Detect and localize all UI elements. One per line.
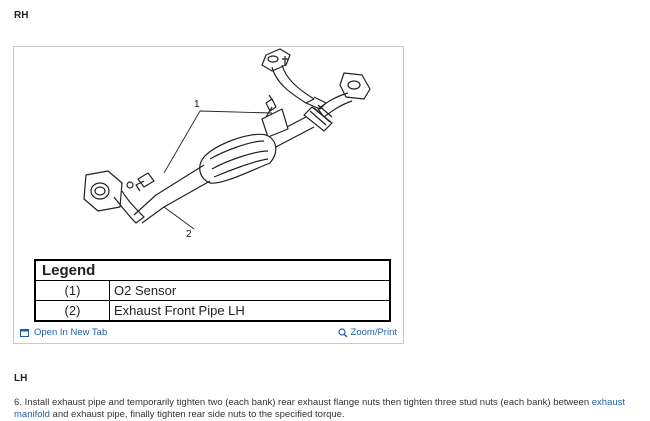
legend-number: (2) [35, 301, 110, 322]
figure-frame [13, 46, 404, 344]
open-in-new-tab-link[interactable] [20, 327, 107, 338]
open-in-new-tab-icon [20, 328, 30, 338]
procedure-step [14, 397, 634, 421]
exhaust-pipe-diagram [14, 47, 403, 257]
callout-1: 1 [194, 99, 200, 110]
legend-row [35, 301, 390, 322]
zoom-print-label: Zoom/Print [350, 327, 397, 338]
legend-table [34, 259, 391, 322]
figure-footer [14, 323, 403, 343]
magnifier-icon [338, 328, 348, 338]
open-in-new-tab-label: Open In New Tab [34, 327, 108, 338]
step-number: 6. [14, 397, 22, 408]
callout-2: 2 [186, 229, 192, 240]
exhaust-manifold-link[interactable]: exhaust manifold [14, 397, 626, 420]
step-text-before: Install exhaust pipe and temporarily tighten two (each bank) rear exhaust flange nuts then tighten three stud nuts (each bank) between [24, 397, 592, 408]
step-text-after: and exhaust pipe, finally tighten rear side nuts to the specified torque. [49, 409, 345, 420]
legend-description: Exhaust Front Pipe LH [110, 301, 391, 322]
rh-heading: RH [14, 10, 29, 21]
legend-description: O2 Sensor [110, 281, 391, 301]
legend-title: Legend [35, 260, 390, 281]
zoom-print-link[interactable] [338, 327, 397, 338]
legend-number: (1) [35, 281, 110, 301]
legend-row [35, 281, 390, 301]
lh-heading: LH [14, 373, 28, 384]
